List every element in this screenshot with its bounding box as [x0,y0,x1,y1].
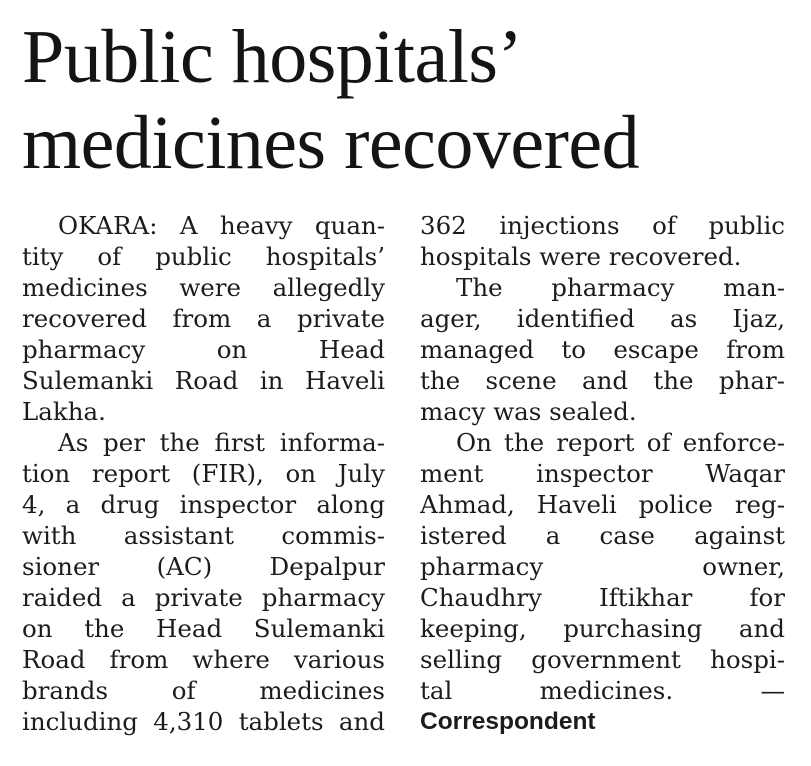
headline-line-1: Public hospitals’ [22,15,523,99]
article-line: managed to escape from [420,335,785,364]
article-line: As per the first informa- [58,428,385,457]
article-line: medicines were allegedly [22,273,385,302]
article-line: tal medicines. — [420,676,785,705]
article-byline: Correspondent [420,708,596,735]
article-line: On the report of enforce- [456,428,785,457]
article-line: hospitals were recovered. [420,242,742,271]
article-line: Sulemanki Road in Haveli [22,366,385,395]
article-headline [22,14,802,186]
article-line: Chaudhry Iftikhar for [420,583,785,612]
article-line: pharmacy owner, [420,552,785,581]
article-line: tity of public hospitals’ [22,242,385,271]
article-column-left [22,210,385,737]
article-line: OKARA: A heavy quan- [58,211,385,240]
article-line: The pharmacy man- [456,273,785,302]
article-line: 362 injections of public [420,211,785,240]
article-line: raided a private pharmacy [22,583,385,612]
article-line: ment inspector Waqar [420,459,785,488]
article-line: recovered from a private [22,304,385,333]
headline-line-2: medicines recovered [22,101,640,185]
article-line: macy was sealed. [420,397,637,426]
article-line: istered a case against [420,521,785,550]
article-line: the scene and the phar- [420,366,785,395]
article-line: brands of medicines [22,676,385,705]
article-line: 4, a drug inspector along [22,490,385,519]
article-line: on the Head Sulemanki [22,614,385,643]
article-line: keeping, purchasing and [420,614,785,643]
article-line: including 4,310 tablets and [22,707,385,736]
article-line: pharmacy on Head [22,335,385,364]
article-line: Road from where various [22,645,385,674]
article-line: sioner (AC) Depalpur [22,552,385,581]
article-line: Lakha. [22,397,106,426]
article-line: selling government hospi- [420,645,785,674]
article-line: with assistant commis- [22,521,385,550]
article-line: tion report (FIR), on July [22,459,385,488]
article-line: ager, identified as Ijaz, [420,304,785,333]
article-column-right [420,210,785,737]
article-line: Ahmad, Haveli police reg- [420,490,785,519]
